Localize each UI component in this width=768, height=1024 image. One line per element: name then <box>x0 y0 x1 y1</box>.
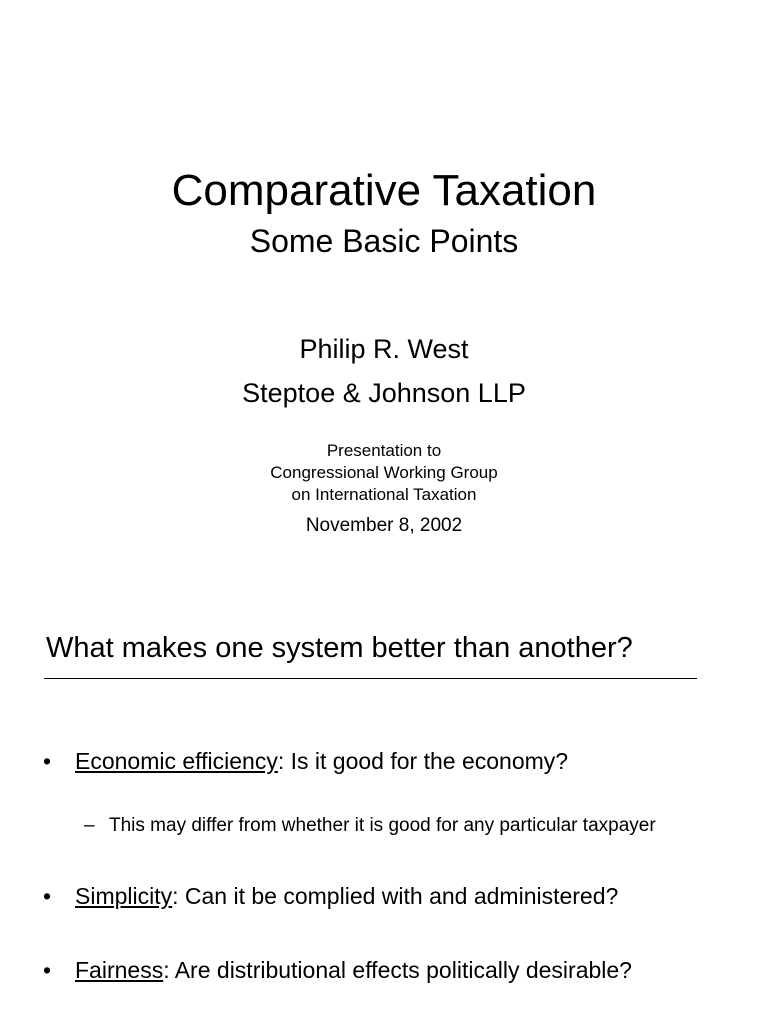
bullet-icon: • <box>43 883 52 909</box>
presentation-date: November 8, 2002 <box>305 515 463 536</box>
bullet-term: Fairness <box>75 957 164 983</box>
sub-bullet-text: This may differ from whether it is good for any particular taxpayer <box>109 815 656 836</box>
bullet-text <box>75 955 632 985</box>
heading-divider <box>44 678 697 679</box>
author-firm: Steptoe & Johnson LLP <box>242 378 526 408</box>
presentation-line: Presentation to <box>326 441 442 460</box>
presentation-subtitle: Some Basic Points <box>249 223 519 259</box>
presentation-line: on International Taxation <box>291 485 477 504</box>
dash-icon: – <box>84 815 95 836</box>
bullet-body: : Can it be complied with and administered? <box>172 883 619 909</box>
bullet-text <box>75 746 568 776</box>
slide-heading: What makes one system better than another? <box>46 632 633 664</box>
presentation-line: Congressional Working Group <box>270 463 498 482</box>
bullet-icon: • <box>43 748 52 774</box>
presentation-title: Comparative Taxation <box>171 166 597 215</box>
bullet-term: Economic efficiency <box>75 748 278 774</box>
bullet-body: : Are distributional effects politically desirable? <box>163 957 632 983</box>
bullet-icon: • <box>43 957 52 983</box>
bullet-text <box>75 881 618 911</box>
content-slide <box>0 600 768 1024</box>
author-name: Philip R. West <box>299 334 469 364</box>
bullet-body: : Is it good for the economy? <box>277 748 569 774</box>
bullet-term: Simplicity <box>75 883 173 909</box>
